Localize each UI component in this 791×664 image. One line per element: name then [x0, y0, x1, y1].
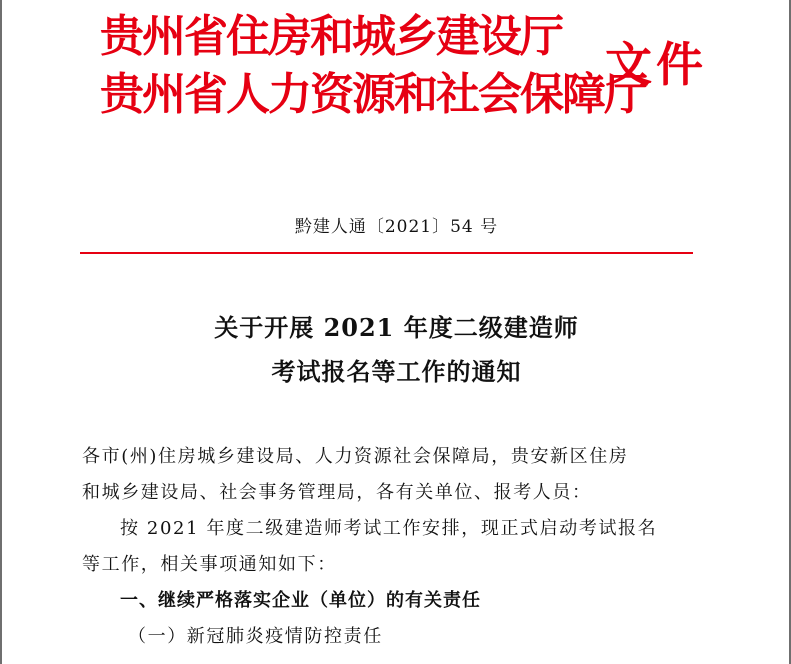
issuer-line-1: 贵州省住房和城乡建设厅	[100, 11, 562, 62]
recipients-line-2: 和城乡建设局、社会事务管理局，各有关单位、报考人员：	[82, 482, 592, 503]
title-line-1: 关于开展 2021 年度二级建造师	[214, 313, 579, 342]
subsection-heading-1: （一）新冠肺炎疫情防控责任	[128, 626, 383, 647]
document-body	[82, 439, 702, 655]
intro-line-1: 按 2021 年度二级建造师考试工作安排，现正式启动考试报名	[120, 518, 658, 539]
red-separator-line	[80, 252, 693, 254]
document-header	[100, 8, 740, 148]
issuer-line-2: 贵州省人力资源和社会保障厅	[100, 69, 646, 120]
document-number: 黔建人通〔2021〕54 号	[294, 217, 499, 237]
page-edge-left	[0, 0, 2, 664]
document-title	[80, 306, 713, 394]
intro-line-2: 等工作，相关事项通知如下：	[82, 554, 337, 575]
recipients-line-1: 各市(州)住房城乡建设局、人力资源社会保障局，贵安新区住房	[82, 446, 629, 467]
document-type: 文件	[605, 38, 707, 93]
title-line-2: 考试报名等工作的通知	[271, 357, 522, 386]
section-heading-1: 一、继续严格落实企业（单位）的有关责任	[120, 590, 481, 611]
